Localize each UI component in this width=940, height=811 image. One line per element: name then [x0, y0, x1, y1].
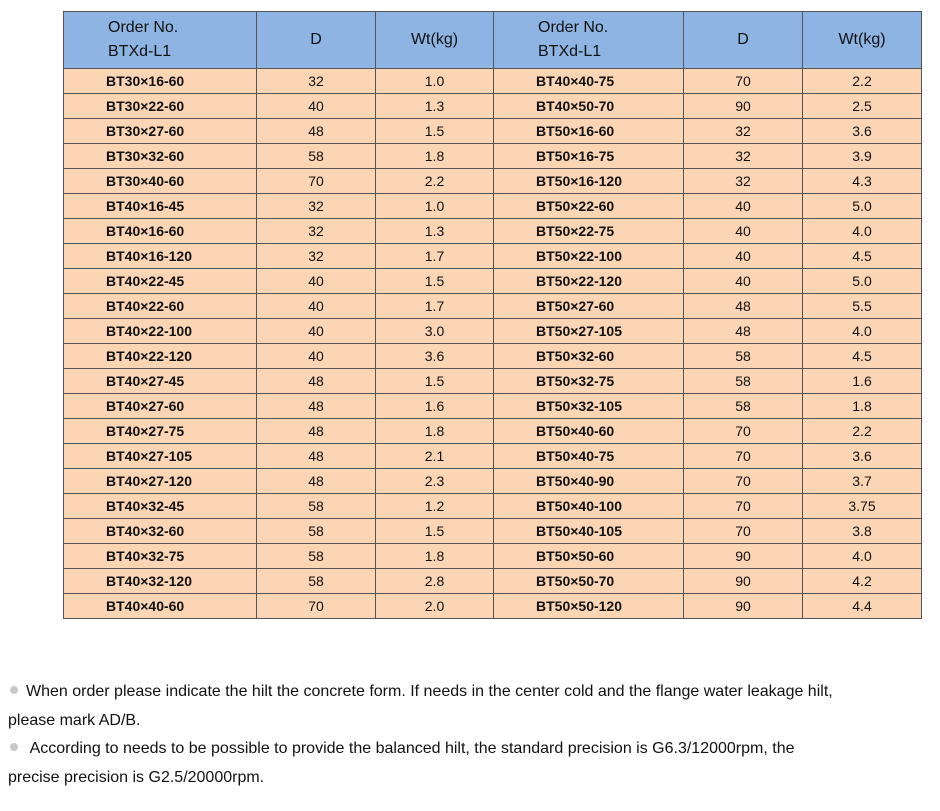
wt-cell: 2.2 [376, 169, 494, 194]
order-cell: BT30×22-60 [64, 94, 257, 119]
wt-cell: 3.8 [803, 519, 922, 544]
wt-cell: 4.5 [803, 344, 922, 369]
order-cell: BT40×27-60 [64, 394, 257, 419]
order-cell: BT40×16-120 [64, 244, 257, 269]
order-cell: BT40×16-60 [64, 219, 257, 244]
order-cell: BT50×40-90 [494, 469, 684, 494]
order-cell: BT40×27-105 [64, 444, 257, 469]
d-cell: 70 [257, 594, 376, 619]
wt-cell: 3.6 [376, 344, 494, 369]
table-row [64, 69, 922, 94]
table-row [64, 94, 922, 119]
wt-cell: 1.0 [376, 194, 494, 219]
order-cell: BT50×50-120 [494, 594, 684, 619]
wt-cell: 1.8 [376, 419, 494, 444]
wt-cell: 1.6 [376, 394, 494, 419]
wt-cell: 1.7 [376, 294, 494, 319]
table-header-row [64, 12, 922, 69]
order-cell: BT50×32-75 [494, 369, 684, 394]
wt-cell: 5.5 [803, 294, 922, 319]
d-cell: 48 [257, 369, 376, 394]
wt-cell: 4.0 [803, 219, 922, 244]
wt-cell: 2.3 [376, 469, 494, 494]
wt-cell: 2.1 [376, 444, 494, 469]
d-cell: 58 [257, 494, 376, 519]
d-cell: 70 [684, 419, 803, 444]
wt-cell: 2.0 [376, 594, 494, 619]
d-cell: 90 [684, 94, 803, 119]
d-cell: 40 [257, 294, 376, 319]
wt-cell: 3.6 [803, 119, 922, 144]
wt-cell: 1.0 [376, 69, 494, 94]
table-row [64, 219, 922, 244]
bullet-icon [10, 686, 18, 694]
spec-table [63, 11, 922, 619]
note-item [8, 678, 908, 735]
order-cell: BT40×32-120 [64, 569, 257, 594]
order-cell: BT50×40-105 [494, 519, 684, 544]
table-row [64, 519, 922, 544]
order-cell: BT50×16-75 [494, 144, 684, 169]
d-cell: 32 [257, 69, 376, 94]
header-order-line2: BTXd-L1 [108, 43, 172, 60]
order-cell: BT50×22-60 [494, 194, 684, 219]
order-cell: BT50×40-100 [494, 494, 684, 519]
d-cell: 58 [257, 144, 376, 169]
table-row [64, 319, 922, 344]
table-row [64, 444, 922, 469]
table-row [64, 169, 922, 194]
wt-cell: 1.5 [376, 269, 494, 294]
order-cell: BT50×16-60 [494, 119, 684, 144]
header-wt-right: Wt(kg) [803, 12, 922, 69]
header-d-left: D [257, 12, 376, 69]
order-cell: BT40×50-70 [494, 94, 684, 119]
table-row [64, 419, 922, 444]
d-cell: 48 [257, 419, 376, 444]
d-cell: 48 [257, 119, 376, 144]
order-cell: BT30×27-60 [64, 119, 257, 144]
order-cell: BT40×22-45 [64, 269, 257, 294]
wt-cell: 4.2 [803, 569, 922, 594]
note-line2: precise precision is G2.5/20000rpm. [8, 768, 265, 786]
wt-cell: 1.7 [376, 244, 494, 269]
header-d-right: D [684, 12, 803, 69]
wt-cell: 1.6 [803, 369, 922, 394]
d-cell: 40 [257, 269, 376, 294]
order-cell: BT40×22-120 [64, 344, 257, 369]
wt-cell: 1.2 [376, 494, 494, 519]
order-cell: BT50×40-75 [494, 444, 684, 469]
order-cell: BT50×50-60 [494, 544, 684, 569]
order-cell: BT40×22-60 [64, 294, 257, 319]
d-cell: 70 [684, 444, 803, 469]
wt-cell: 5.0 [803, 269, 922, 294]
d-cell: 40 [684, 244, 803, 269]
order-cell: BT40×32-60 [64, 519, 257, 544]
wt-cell: 2.2 [803, 419, 922, 444]
order-cell: BT40×27-75 [64, 419, 257, 444]
d-cell: 58 [684, 369, 803, 394]
d-cell: 90 [684, 594, 803, 619]
order-cell: BT50×27-105 [494, 319, 684, 344]
d-cell: 70 [684, 494, 803, 519]
d-cell: 32 [257, 244, 376, 269]
header-order-line1: Order No. [108, 19, 179, 36]
wt-cell: 3.9 [803, 144, 922, 169]
order-cell: BT50×40-60 [494, 419, 684, 444]
d-cell: 48 [257, 394, 376, 419]
d-cell: 48 [684, 319, 803, 344]
table-row [64, 494, 922, 519]
wt-cell: 5.0 [803, 194, 922, 219]
d-cell: 70 [257, 169, 376, 194]
note-line2: please mark AD/B. [8, 711, 141, 729]
order-cell: BT50×22-75 [494, 219, 684, 244]
header-order-no-left [64, 12, 257, 69]
wt-cell: 3.7 [803, 469, 922, 494]
d-cell: 40 [684, 269, 803, 294]
wt-cell: 1.5 [376, 369, 494, 394]
order-cell: BT40×16-45 [64, 194, 257, 219]
wt-cell: 1.3 [376, 94, 494, 119]
order-cell: BT50×22-120 [494, 269, 684, 294]
order-cell: BT50×27-60 [494, 294, 684, 319]
wt-cell: 3.75 [803, 494, 922, 519]
d-cell: 32 [684, 119, 803, 144]
d-cell: 70 [684, 69, 803, 94]
notes-section [8, 678, 908, 792]
table-row [64, 344, 922, 369]
wt-cell: 4.4 [803, 594, 922, 619]
order-cell: BT50×32-105 [494, 394, 684, 419]
note-line1: When order please indicate the hilt the concrete form. If needs in the center cold and the flange water leakage hilt, [26, 683, 833, 700]
wt-cell: 3.0 [376, 319, 494, 344]
order-cell: BT50×16-120 [494, 169, 684, 194]
order-cell: BT40×40-75 [494, 69, 684, 94]
d-cell: 32 [684, 144, 803, 169]
note-line1: According to needs to be possible to provide the balanced hilt, the standard precision is G6.3/12000rpm, the [26, 740, 795, 757]
order-cell: BT30×16-60 [64, 69, 257, 94]
header-wt-left: Wt(kg) [376, 12, 494, 69]
d-cell: 48 [257, 444, 376, 469]
order-cell: BT40×27-120 [64, 469, 257, 494]
table-row [64, 194, 922, 219]
wt-cell: 1.5 [376, 119, 494, 144]
wt-cell: 2.5 [803, 94, 922, 119]
d-cell: 48 [684, 294, 803, 319]
wt-cell: 4.0 [803, 319, 922, 344]
d-cell: 40 [684, 219, 803, 244]
table-row [64, 594, 922, 619]
header-order-no-right [494, 12, 684, 69]
wt-cell: 3.6 [803, 444, 922, 469]
order-cell: BT40×40-60 [64, 594, 257, 619]
order-cell: BT30×32-60 [64, 144, 257, 169]
header-order-line1: Order No. [538, 19, 609, 36]
wt-cell: 1.5 [376, 519, 494, 544]
wt-cell: 4.3 [803, 169, 922, 194]
note-item [8, 735, 908, 792]
order-cell: BT40×22-100 [64, 319, 257, 344]
table-row [64, 544, 922, 569]
wt-cell: 1.8 [803, 394, 922, 419]
d-cell: 58 [257, 519, 376, 544]
order-cell: BT40×32-75 [64, 544, 257, 569]
order-cell: BT30×40-60 [64, 169, 257, 194]
table-row [64, 569, 922, 594]
order-cell: BT50×22-100 [494, 244, 684, 269]
d-cell: 40 [257, 344, 376, 369]
table-row [64, 394, 922, 419]
d-cell: 58 [257, 544, 376, 569]
d-cell: 40 [257, 319, 376, 344]
wt-cell: 1.8 [376, 544, 494, 569]
table-row [64, 244, 922, 269]
order-cell: BT50×50-70 [494, 569, 684, 594]
d-cell: 90 [684, 544, 803, 569]
d-cell: 32 [684, 169, 803, 194]
d-cell: 40 [684, 194, 803, 219]
table-row [64, 144, 922, 169]
wt-cell: 2.2 [803, 69, 922, 94]
d-cell: 32 [257, 194, 376, 219]
d-cell: 90 [684, 569, 803, 594]
d-cell: 48 [257, 469, 376, 494]
table-row [64, 269, 922, 294]
table-row [64, 369, 922, 394]
table-body [64, 69, 922, 619]
d-cell: 40 [257, 94, 376, 119]
wt-cell: 1.8 [376, 144, 494, 169]
d-cell: 58 [257, 569, 376, 594]
d-cell: 70 [684, 469, 803, 494]
wt-cell: 1.3 [376, 219, 494, 244]
table-row [64, 294, 922, 319]
d-cell: 70 [684, 519, 803, 544]
wt-cell: 4.0 [803, 544, 922, 569]
table-row [64, 119, 922, 144]
d-cell: 58 [684, 344, 803, 369]
d-cell: 32 [257, 219, 376, 244]
wt-cell: 4.5 [803, 244, 922, 269]
order-cell: BT40×32-45 [64, 494, 257, 519]
order-cell: BT50×32-60 [494, 344, 684, 369]
table-row [64, 469, 922, 494]
d-cell: 58 [684, 394, 803, 419]
header-order-line2: BTXd-L1 [538, 43, 602, 60]
order-cell: BT40×27-45 [64, 369, 257, 394]
bullet-icon [10, 743, 18, 751]
wt-cell: 2.8 [376, 569, 494, 594]
